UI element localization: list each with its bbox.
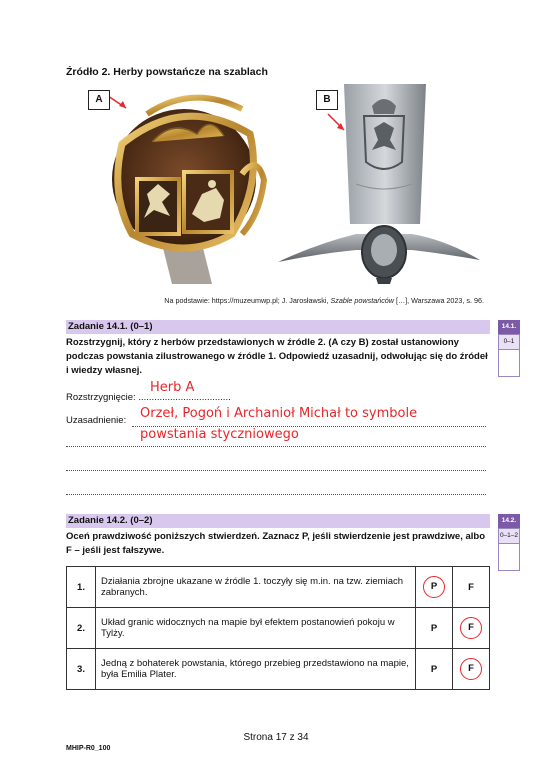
task-14-1-question: Rozstrzygnij, który z herbów przedstawionych w źródle 2. (A czy B) został ustanowiony podczas powstania zilustrowanego w źródle 1. Odpowiedź uzasadnij, odwołując się do źródeł i wiedzy własnej. <box>66 337 488 376</box>
selected-mark-circle: P <box>423 576 445 598</box>
document-code: MHIP-R0_100 <box>66 745 111 752</box>
label-b: B <box>316 90 338 110</box>
option-p[interactable] <box>416 567 453 608</box>
task-14-1-tag: 14.1. <box>498 320 520 334</box>
selected-mark-circle: F <box>460 617 482 639</box>
row-number: 1. <box>67 567 96 608</box>
task-14-2-score-field[interactable] <box>499 544 519 570</box>
option-f[interactable] <box>453 649 490 690</box>
decision-answer[interactable]: Herb A <box>150 380 195 395</box>
answer-line-4 <box>66 494 486 495</box>
reason-answer-line-1[interactable]: Orzeł, Pogoń i Archanioł Michał to symbole <box>140 406 418 421</box>
statement-text: Jedną z bohaterek powstania, którego przebieg przedstawiono na mapie, była Emilia Plater. <box>96 649 416 690</box>
task-14-1-score: 0–1 <box>499 335 519 350</box>
task-14-2-score: 0–1–2 <box>499 529 519 544</box>
reason-answer-line-2[interactable]: powstania styczniowego <box>140 427 299 442</box>
task-14-1-score-field[interactable] <box>499 350 519 376</box>
decision-label: Rozstrzygnięcie: <box>66 392 139 403</box>
source-caption: Na podstawie: https://muzeumwp.pl; J. Jarosławski, Szable powstańców […], Warszawa 2023, s. 96. <box>164 296 484 305</box>
task-14-1-score-box <box>498 320 520 377</box>
answer-line-2 <box>66 446 486 447</box>
label-a: A <box>88 90 110 110</box>
task-14-1-header: Zadanie 14.1. (0–1) <box>66 320 490 334</box>
table-row <box>67 649 490 690</box>
source-title: Źródło 2. Herby powstańcze na szablach <box>66 66 268 78</box>
option-f[interactable] <box>453 608 490 649</box>
statement-text: Układ granic widocznych na mapie był efektem postanowień pokoju w Tylży. <box>96 608 416 649</box>
selected-mark-circle: F <box>460 658 482 680</box>
task-14-2-score-box <box>498 514 520 571</box>
option-f[interactable]: F <box>453 567 490 608</box>
option-p[interactable]: P <box>416 649 453 690</box>
sabre-hilt-photo-a <box>92 84 270 284</box>
reason-label: Uzasadnienie: <box>66 415 127 426</box>
decision-line <box>66 392 231 403</box>
sabre-blade-photo-b <box>276 84 482 284</box>
page-number: Strona 17 z 34 <box>243 732 309 743</box>
answer-line-3 <box>66 470 486 471</box>
row-number: 2. <box>67 608 96 649</box>
option-p[interactable]: P <box>416 608 453 649</box>
task-14-2-tag: 14.2. <box>498 514 520 528</box>
task-14-2-question: Oceń prawdziwość poniższych stwierdzeń. Zaznacz P, jeśli stwierdzenie jest prawdziwe, albo F – jeśli jest fałszywe. <box>66 531 486 556</box>
decision-dots: ................................... <box>138 392 231 403</box>
row-number: 3. <box>67 649 96 690</box>
table-row <box>67 608 490 649</box>
task-14-2-header: Zadanie 14.2. (0–2) <box>66 514 490 528</box>
statements-table <box>66 566 490 690</box>
table-row <box>67 567 490 608</box>
statement-text: Działania zbrojne ukazane w źródle 1. toczyły się m.in. na tzw. ziemiach zabranych. <box>96 567 416 608</box>
